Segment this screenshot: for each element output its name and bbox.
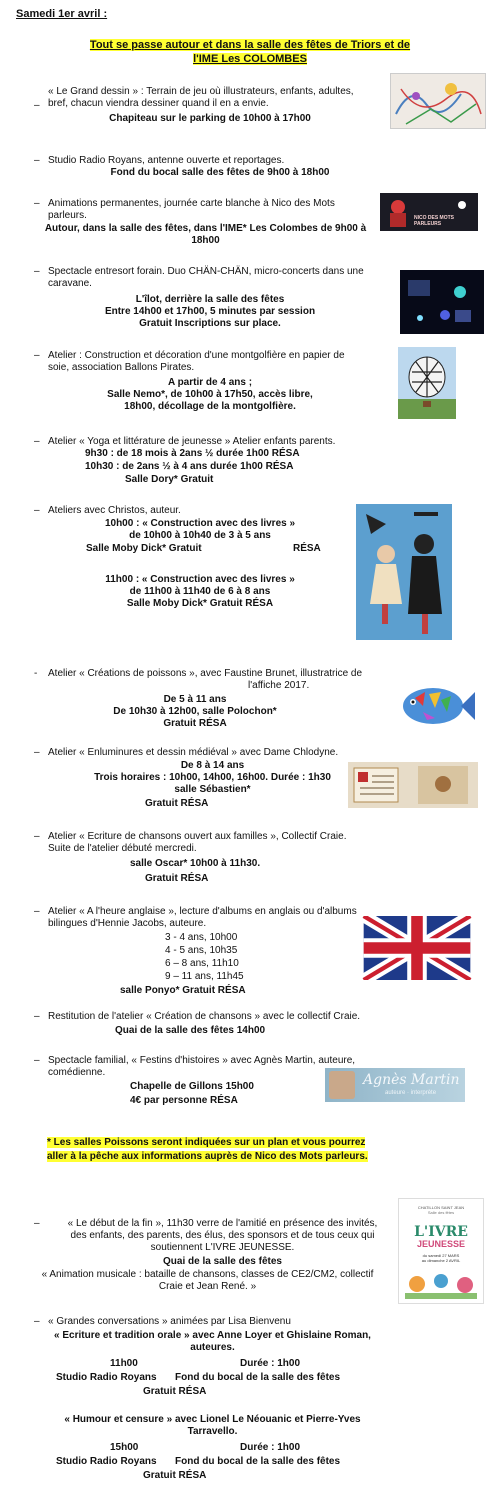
conversation-2-price: Gratuit RÉSA (143, 1470, 207, 1481)
illuminated-manuscript-illustration (348, 762, 478, 808)
fin-desc (50, 1218, 395, 1254)
restitution-desc: Restitution de l'atelier « Création de chansons » avec le collectif Craie. (48, 1011, 361, 1022)
conversation-1-place-2: Fond du bocal de la salle des fêtes (175, 1372, 341, 1383)
conversation-2-place-1: Studio Radio Royans (56, 1456, 157, 1467)
bullet-dash: – (34, 155, 40, 166)
animations-desc (48, 198, 378, 222)
anglaise-time-2: 4 - 5 ans, 10h35 (165, 945, 238, 956)
conversation-1-duration: Durée : 1h00 (240, 1358, 301, 1369)
poster-title-2: JEUNESSE (416, 1239, 466, 1249)
rooms-note-2: aller à la pêche aux informations auprès de Nico des Mots parleurs. (47, 1151, 368, 1162)
yoga-desc: Atelier « Yoga et littérature de jeunesse » Atelier enfants parents. (48, 436, 336, 447)
christos-s1-resa: RÉSA (293, 543, 321, 554)
agnes-martin-name: Agnès Martin (363, 1072, 460, 1088)
date-heading: Samedi 1er avril : (16, 8, 108, 20)
conversation-1-place-1: Studio Radio Royans (56, 1372, 157, 1383)
fin-desc-3: soutiennent L'IVRE JEUNESSE. (150, 1242, 295, 1253)
conversation-1-time: 11h00 (110, 1358, 138, 1369)
conversation-2-title (20, 1414, 405, 1438)
children-silhouettes-illustration (356, 504, 452, 640)
chansons-desc-2: Suite de l'atelier débuté mercredi. (48, 843, 197, 854)
christos-s2-line-3: Salle Moby Dick* Gratuit RÉSA (126, 598, 274, 609)
festins-desc-2: comédienne. (48, 1067, 106, 1078)
caravan-night-illustration (400, 270, 484, 334)
agnes-martin-subtitle: auteure · interprète (385, 1090, 437, 1096)
bullet-dash: – (34, 505, 40, 516)
grand-dessin-image (390, 73, 486, 129)
montgolfiere-desc-1: Atelier : Construction et décoration d'une montgolfière en papier de (48, 350, 345, 361)
animations-detail-1: Autour, dans la salle des fêtes, dans l'IME* Les Colombes de 9h00 à (44, 223, 367, 234)
grand-dessin-desc-1: « Le Grand dessin » : Terrain de jeu où illustrateurs, enfants, adultes, (48, 86, 354, 97)
poster-illustration (405, 1269, 477, 1299)
radio-detail: Fond du bocal salle des fêtes de 9h00 à 18h00 (110, 167, 330, 178)
spectacle-desc-2: caravane. (48, 278, 92, 289)
conversation-2-title-2: Tarravello. (187, 1426, 238, 1437)
poissons-desc (48, 668, 393, 692)
poster-dates-2: au dimanche 2 AVRIL (421, 1258, 461, 1263)
enluminures-detail (40, 760, 385, 796)
rainbow-fish-image (395, 680, 477, 732)
bullet-dash: – (34, 1055, 40, 1066)
bullet-dash: – (34, 1316, 40, 1327)
festins-detail-2: 4€ par personne RÉSA (130, 1095, 238, 1106)
intro-line-1: Tout se passe autour et dans la salle des fêtes de Triors et de (89, 39, 411, 51)
rainbow-fish-illustration (395, 680, 477, 732)
conversation-1-title-1: « Ecriture et tradition orale » avec Anne Loyer et Ghislaine Roman, (54, 1330, 371, 1341)
montgolfiere-detail-1: A partir de 4 ans ; (167, 377, 253, 388)
restitution-detail: Quai de la salle des fêtes 14h00 (115, 1025, 266, 1036)
union-jack-flag-icon (362, 916, 472, 980)
caravan-image (400, 270, 484, 334)
bullet-dash: – (34, 100, 40, 111)
rooms-note-1: * Les salles Poissons seront indiquées sur un plan et vous pourrez (47, 1137, 366, 1148)
bullet-dash: – (34, 198, 40, 209)
spectacle-detail-3: Gratuit Inscriptions sur place. (139, 318, 281, 329)
yoga-detail-3: Salle Dory* Gratuit (125, 474, 214, 485)
fin-detail: Quai de la salle des fêtes (163, 1256, 282, 1267)
animations-desc-2: parleurs. (48, 210, 87, 221)
agnes-martin-banner (325, 1068, 465, 1102)
hot-air-balloon-illustration (398, 347, 456, 419)
grand-dessin-desc (48, 86, 383, 110)
enluminures-detail-1: De 8 à 14 ans (180, 760, 245, 771)
chansons-desc (48, 831, 408, 843)
enluminures-desc: Atelier « Enluminures et dessin médiéval » avec Dame Chlodyne. (48, 747, 339, 758)
montgolfiere-desc-2: soie, association Ballons Pirates. (48, 362, 195, 373)
christos-session-2 (40, 574, 360, 610)
bullet-dash: – (34, 266, 40, 277)
spectacle-detail-1: L'îlot, derrière la salle des fêtes (135, 294, 285, 305)
conversation-2-time: 15h00 (110, 1442, 139, 1453)
christos-s1-line-1: 10h00 : « Construction avec des livres » (104, 518, 296, 529)
agnes-martin-photo (329, 1071, 355, 1099)
animations-desc-1: Animations permanentes, journée carte blanche à Nico des Mots (48, 198, 335, 209)
christos-s2-line-2: de 11h00 à 11h40 de 6 à 8 ans (129, 586, 271, 597)
anglaise-times (165, 931, 244, 983)
spectacle-desc (48, 266, 398, 290)
montgolfiere-detail-2: Salle Nemo*, de 10h00 à 17h50, accès libre, (107, 389, 313, 400)
enluminures-detail-4: Gratuit RÉSA (145, 798, 209, 809)
festins-desc-1: Spectacle familial, « Festins d'histoires » avec Agnès Martin, auteure, (48, 1055, 356, 1066)
rooms-note (47, 1136, 368, 1164)
spectacle-detail-2: Entre 14h00 et 17h00, 5 minutes par session (104, 306, 316, 317)
christos-s1-line-3: Salle Moby Dick* Gratuit (86, 543, 202, 554)
animations-detail-2: 18h00 (191, 235, 220, 246)
anglaise-time-3: 6 – 8 ans, 11h10 (165, 958, 239, 969)
animations-detail (28, 223, 383, 247)
christos-s1-line-2: de 10h00 à 10h40 de 3 à 5 ans (129, 530, 271, 541)
livre-jeunesse-poster (398, 1198, 484, 1304)
poissons-detail-1: De 5 à 11 ans (163, 694, 227, 705)
grand-dessin-desc-2: bref, chacun viendra dessiner quand il en a envie. (48, 98, 269, 109)
bullet-dash: – (34, 831, 40, 842)
drawing-scribbles-image (391, 74, 485, 128)
radio-desc: Studio Radio Royans, antenne ouverte et reportages. (48, 155, 285, 166)
poster-dates-1: du samedi 27 MARS (422, 1253, 460, 1258)
christos-session-1 (40, 518, 360, 542)
nico-image (380, 193, 478, 231)
poster-top-text: CHATILLON SAINT JEAN (417, 1205, 465, 1210)
poissons-detail-2: De 10h30 à 12h00, salle Polochon* (113, 706, 277, 717)
poster-title-1: L'IVRE (414, 1224, 468, 1240)
chansons-detail-1: salle Oscar* 10h00 à 11h30. (130, 858, 261, 869)
yoga-detail-2: 10h30 : de 2ans ½ à 4 ans durée 1h00 RÉSA (85, 461, 294, 472)
montgolfiere-detail (40, 377, 380, 413)
bullet-dash-short: - (34, 668, 38, 679)
fin-animation (20, 1269, 395, 1293)
poissons-desc-2: l'affiche 2017. (248, 680, 310, 691)
conversations-desc: « Grandes conversations » animées par Lisa Bienvenu (48, 1316, 291, 1327)
fin-desc-2: des enfants, des parents, des élus, des sponsors et de tous ceux qui (70, 1230, 375, 1241)
montgolfiere-desc (48, 350, 398, 374)
conversation-1-price: Gratuit RÉSA (143, 1386, 207, 1397)
chansons-desc-1: Atelier « Ecriture de chansons ouvert aux familles », Collectif Craie. (48, 831, 347, 842)
bullet-dash: – (34, 747, 40, 758)
anglaise-time-4: 9 – 11 ans, 11h45 (165, 971, 244, 982)
enluminures-detail-2: Trois horaires : 10h00, 14h00, 16h00. Durée : 1h30 (94, 772, 331, 783)
chansons-detail-2: Gratuit RÉSA (145, 873, 209, 884)
anglaise-time-1: 3 - 4 ans, 10h00 (165, 932, 238, 943)
christos-image (356, 504, 452, 640)
conversation-2-duration: Durée : 1h00 (240, 1442, 301, 1453)
intro-line-2: l'IME Les COLOMBES (193, 53, 307, 65)
fin-animation-1: « Animation musicale : bataille de chansons, classes de CE2/CM2, collectif (41, 1269, 374, 1280)
spectacle-desc-1: Spectacle entresort forain. Duo CHÄN-CHÄN, micro-concerts dans une (48, 266, 364, 277)
poster-sub-text: Salle des fêtes (427, 1210, 455, 1215)
conversation-2-place-2: Fond du bocal de la salle des fêtes (175, 1456, 341, 1467)
festins-detail-1: Chapelle de Gillons 15h00 (130, 1081, 254, 1092)
anglaise-desc-2: bilingues d'Hennie Jacobs, auteure. (48, 918, 207, 929)
bullet-dash: – (34, 350, 40, 361)
spectacle-detail (40, 294, 380, 330)
grand-dessin-detail: Chapiteau sur le parking de 10h00 à 17h00 (109, 113, 311, 124)
nico-image-text: NICO DES MOTS PARLEURS (414, 215, 455, 227)
bullet-dash: – (34, 1218, 40, 1229)
poissons-detail-3: Gratuit RÉSA (163, 718, 227, 729)
union-jack-image (362, 916, 472, 980)
fin-animation-2: Craie et Jean René. » (158, 1281, 257, 1292)
intro-heading (0, 38, 500, 66)
balloon-image (398, 347, 456, 419)
conversation-2-title-1: « Humour et censure » avec Lionel Le Néouanic et Pierre-Yves (64, 1414, 361, 1425)
conversation-1-title-2: auteures. (190, 1342, 235, 1353)
christos-desc: Ateliers avec Christos, auteur. (48, 505, 181, 516)
bullet-dash: – (34, 436, 40, 447)
montgolfiere-detail-3: 18h00, décollage de la montgolfière. (124, 401, 296, 412)
enluminures-detail-3: salle Sébastien* (174, 784, 251, 795)
bullet-dash: – (34, 1011, 40, 1022)
yoga-detail-1: 9h30 : de 18 mois à 2ans ½ durée 1h00 RÉSA (85, 448, 300, 459)
anglaise-desc-1: Atelier « A l'heure anglaise », lecture d'albums en anglais ou d'albums (48, 906, 357, 917)
enluminures-image (348, 762, 478, 808)
conversation-1-title (20, 1330, 405, 1354)
poissons-desc-1: Atelier « Créations de poissons », avec Faustine Brunet, illustratrice de (48, 668, 363, 679)
anglaise-detail: salle Ponyo* Gratuit RÉSA (120, 985, 246, 996)
poissons-detail (40, 694, 350, 730)
fin-desc-1: « Le début de la fin », 11h30 verre de l'amitié en présence des invités, (67, 1218, 378, 1229)
bullet-dash: – (34, 906, 40, 917)
christos-s2-line-1: 11h00 : « Construction avec des livres » (105, 574, 295, 585)
